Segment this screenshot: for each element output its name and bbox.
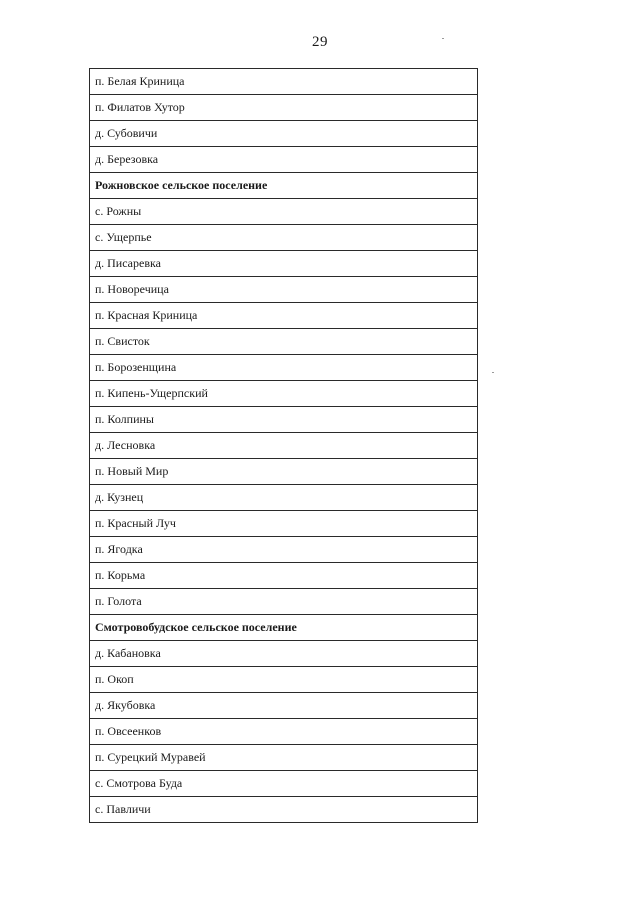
settlement-name-cell: п. Окоп <box>90 667 478 693</box>
settlement-name-cell: д. Лесновка <box>90 433 478 459</box>
settlement-name-cell: п. Красный Луч <box>90 511 478 537</box>
settlement-name-cell: д. Березовка <box>90 147 478 173</box>
settlement-name-cell: п. Ягодка <box>90 537 478 563</box>
table-row <box>90 69 478 95</box>
settlement-name-cell: с. Смотрова Буда <box>90 771 478 797</box>
section-header-row <box>90 173 478 199</box>
settlement-name-cell: п. Колпины <box>90 407 478 433</box>
settlement-name-cell: д. Писаревка <box>90 251 478 277</box>
section-header-cell: Рожновское сельское поселение <box>90 173 478 199</box>
table-row <box>90 199 478 225</box>
settlement-name-cell: п. Новый Мир <box>90 459 478 485</box>
table-row <box>90 95 478 121</box>
settlement-name-cell: с. Ущерпье <box>90 225 478 251</box>
table-row <box>90 303 478 329</box>
table-row <box>90 407 478 433</box>
settlements-table <box>89 68 478 823</box>
table-row <box>90 485 478 511</box>
settlements-table-body <box>90 69 478 823</box>
settlement-name-cell: с. Павличи <box>90 797 478 823</box>
settlement-name-cell: д. Якубовка <box>90 693 478 719</box>
settlement-name-cell: д. Кабановка <box>90 641 478 667</box>
scan-speck <box>492 372 494 373</box>
section-header-row <box>90 615 478 641</box>
table-row <box>90 121 478 147</box>
table-row <box>90 641 478 667</box>
table-row <box>90 589 478 615</box>
settlement-name-cell: п. Овсеенков <box>90 719 478 745</box>
section-header-cell: Смотровобудское сельское поселение <box>90 615 478 641</box>
table-row <box>90 693 478 719</box>
settlement-name-cell: п. Филатов Хутор <box>90 95 478 121</box>
settlement-name-cell: д. Субовичи <box>90 121 478 147</box>
settlement-name-cell: п. Корьма <box>90 563 478 589</box>
table-row <box>90 381 478 407</box>
table-row <box>90 355 478 381</box>
settlement-name-cell: п. Белая Криница <box>90 69 478 95</box>
table-row <box>90 563 478 589</box>
table-row <box>90 225 478 251</box>
settlement-name-cell: п. Красная Криница <box>90 303 478 329</box>
settlement-name-cell: п. Новоречица <box>90 277 478 303</box>
settlement-name-cell: д. Кузнец <box>90 485 478 511</box>
settlement-name-cell: п. Голота <box>90 589 478 615</box>
table-row <box>90 147 478 173</box>
settlement-name-cell: с. Рожны <box>90 199 478 225</box>
table-row <box>90 329 478 355</box>
settlement-name-cell: п. Борозенщина <box>90 355 478 381</box>
table-row <box>90 433 478 459</box>
table-row <box>90 771 478 797</box>
settlement-name-cell: п. Свисток <box>90 329 478 355</box>
table-row <box>90 797 478 823</box>
table-row <box>90 277 478 303</box>
table-row <box>90 459 478 485</box>
settlement-name-cell: п. Кипень-Ущерпский <box>90 381 478 407</box>
settlement-name-cell: п. Сурецкий Муравей <box>90 745 478 771</box>
table-row <box>90 537 478 563</box>
table-row <box>90 667 478 693</box>
table-row <box>90 251 478 277</box>
page-number: 29 <box>312 34 328 50</box>
scan-speck <box>442 38 444 39</box>
table-row <box>90 745 478 771</box>
table-row <box>90 719 478 745</box>
table-row <box>90 511 478 537</box>
